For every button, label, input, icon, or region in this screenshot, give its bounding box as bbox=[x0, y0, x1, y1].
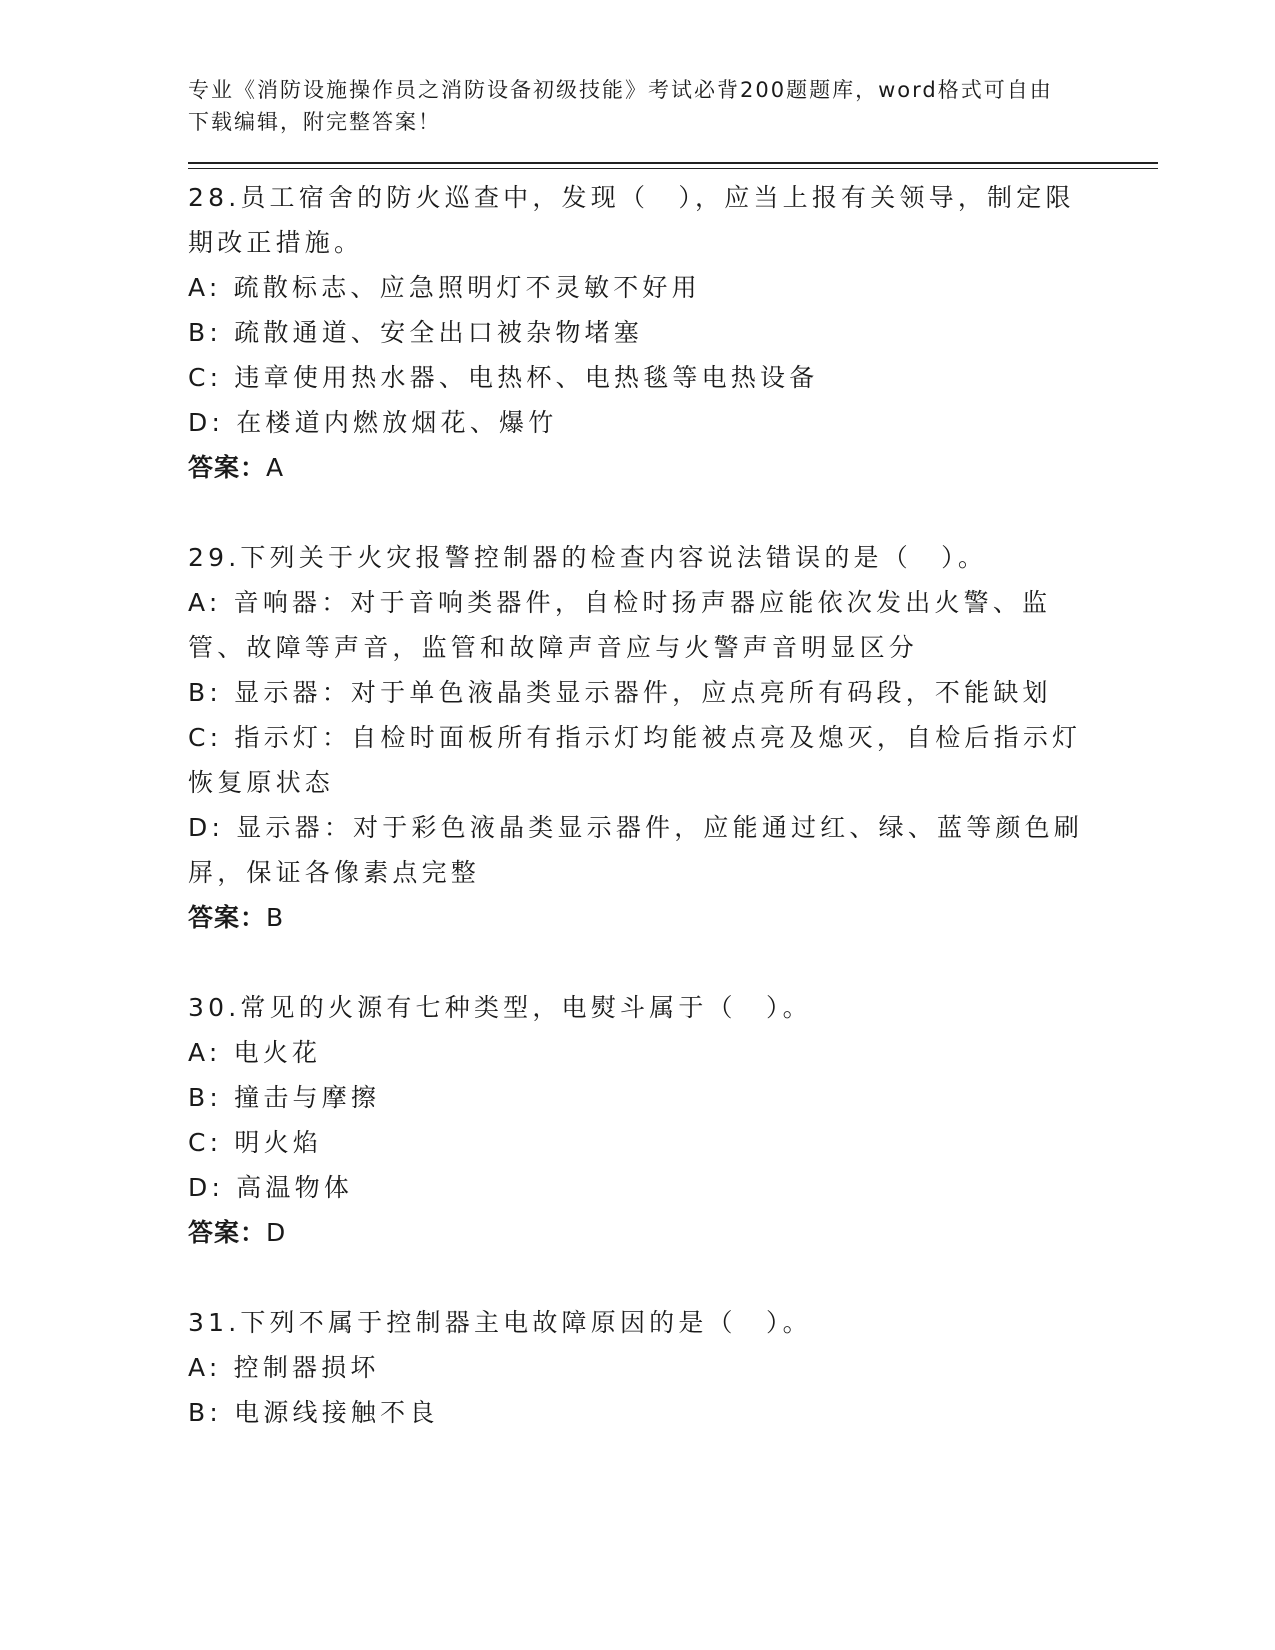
option-c: C: 违章使用热水器、电热杯、电热毯等电热设备 bbox=[188, 363, 819, 392]
option-d: D: 在楼道内燃放烟花、爆竹 bbox=[188, 408, 558, 437]
option-a: A: 疏散标志、应急照明灯不灵敏不好用 bbox=[188, 273, 701, 302]
option-c: C: 指示灯：自检时面板所有指示灯均能被点亮及熄灭，自检后指示灯恢复原状态 bbox=[188, 723, 1082, 797]
option-a: A: 音响器：对于音响类器件，自检时扬声器应能依次发出火警、监管、故障等声音，监管和故障声音应与火警声音明显区分 bbox=[188, 588, 1052, 662]
question-30 bbox=[188, 985, 1158, 1300]
question-list bbox=[188, 175, 1158, 1435]
answer-label: 答案： bbox=[188, 1218, 267, 1247]
question-31 bbox=[188, 1300, 1158, 1435]
answer-value: A bbox=[266, 453, 285, 482]
answer-label: 答案： bbox=[188, 453, 267, 482]
question-text: 31.下列不属于控制器主电故障原因的是（ ）。 bbox=[188, 1308, 812, 1337]
option-a: A: 电火花 bbox=[188, 1038, 322, 1067]
answer-value: D bbox=[266, 1218, 287, 1247]
option-b: B: 疏散通道、安全出口被杂物堵塞 bbox=[188, 318, 643, 347]
option-d: D: 高温物体 bbox=[188, 1173, 354, 1202]
question-28 bbox=[188, 175, 1158, 535]
document-page bbox=[188, 74, 1158, 1435]
answer-line bbox=[188, 445, 1158, 490]
answer-label: 答案： bbox=[188, 903, 267, 932]
option-b: B: 显示器：对于单色液晶类显示器件，应点亮所有码段，不能缺划 bbox=[188, 678, 1052, 707]
option-b: B: 电源线接触不良 bbox=[188, 1398, 439, 1427]
question-text: 28.员工宿舍的防火巡查中，发现（ ），应当上报有关领导，制定限期改正措施。 bbox=[188, 183, 1075, 257]
option-d: D: 显示器：对于彩色液晶类显示器件，应能通过红、绿、蓝等颜色刷屏，保证各像素点完整 bbox=[188, 813, 1084, 887]
question-text: 29.下列关于火灾报警控制器的检查内容说法错误的是（ ）。 bbox=[188, 543, 988, 572]
option-c: C: 明火焰 bbox=[188, 1128, 323, 1157]
header-divider bbox=[188, 162, 1158, 169]
option-a: A: 控制器损坏 bbox=[188, 1353, 380, 1382]
document-header: 专业《消防设施操作员之消防设备初级技能》考试必背200题题库，word格式可自由下载编辑，附完整答案！ bbox=[188, 78, 1053, 134]
option-b: B: 撞击与摩擦 bbox=[188, 1083, 381, 1112]
question-text: 30.常见的火源有七种类型，电熨斗属于（ ）。 bbox=[188, 993, 812, 1022]
question-29 bbox=[188, 535, 1158, 985]
answer-value: B bbox=[266, 903, 285, 932]
answer-line bbox=[188, 1210, 1158, 1255]
answer-line bbox=[188, 895, 1158, 940]
